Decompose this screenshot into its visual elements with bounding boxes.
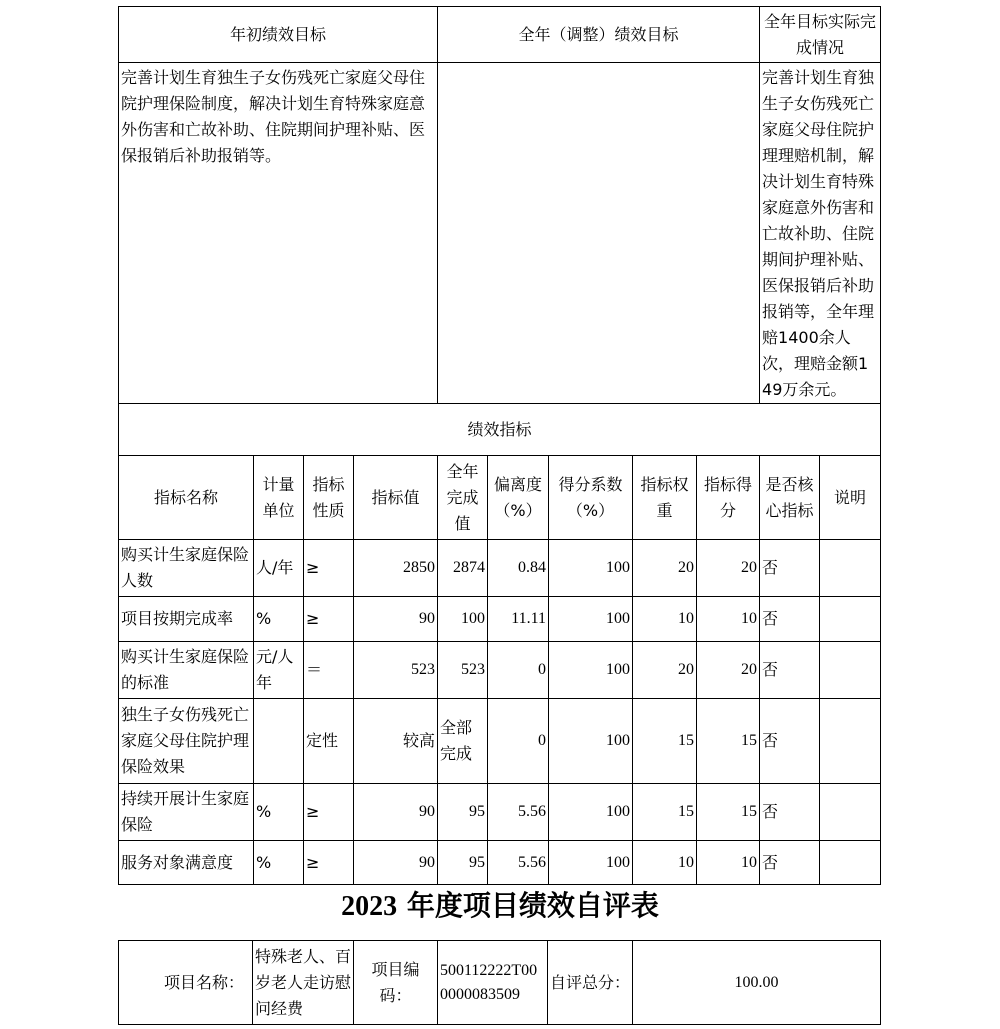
table-row (119, 699, 881, 784)
indicator-core: 否 (760, 540, 820, 597)
table-row (119, 597, 881, 642)
indicator-score: 20 (697, 540, 760, 597)
actual-completion-text: 完善计划生育独生子女伤残死亡家庭父母住院护理理赔机制，解决计划生育特殊家庭意外伤害和亡故补助、住院期间护理补贴、医保报销后补助报销等，全年理赔1400余人次，理赔金额149万余元。 (760, 63, 881, 404)
table-row (119, 642, 881, 699)
indicator-deviation: 0.84 (488, 540, 549, 597)
col-header-score: 指标得分 (697, 456, 760, 540)
col-header-weight: 指标权重 (633, 456, 697, 540)
indicator-target: 523 (354, 642, 438, 699)
indicator-note (820, 597, 881, 642)
indicator-coef: 100 (549, 784, 633, 841)
indicator-score: 20 (697, 642, 760, 699)
indicator-core: 否 (760, 841, 820, 885)
indicator-actual: 95 (438, 784, 488, 841)
indicator-name: 服务对象满意度 (119, 841, 254, 885)
indicator-coef: 100 (549, 699, 633, 784)
indicator-core: 否 (760, 784, 820, 841)
indicator-deviation: 0 (488, 642, 549, 699)
col-header-core: 是否核心指标 (760, 456, 820, 540)
project-name-label: 项目名称： (119, 941, 253, 1025)
indicator-unit (254, 699, 304, 784)
indicator-note (820, 841, 881, 885)
self-score-value: 100.00 (633, 941, 881, 1025)
indicator-target: 90 (354, 784, 438, 841)
indicator-unit: % (254, 597, 304, 642)
page-title (0, 884, 1000, 924)
indicator-unit: 人/年 (254, 540, 304, 597)
table-row (119, 841, 881, 885)
indicator-weight: 20 (633, 642, 697, 699)
indicator-score: 10 (697, 597, 760, 642)
header-adjusted-goal: 全年（调整）绩效目标 (438, 7, 760, 63)
indicator-name: 购买计生家庭保险人数 (119, 540, 254, 597)
indicator-name: 持续开展计生家庭保险 (119, 784, 254, 841)
indicator-nature: ＝ (304, 642, 354, 699)
indicator-name: 购买计生家庭保险的标准 (119, 642, 254, 699)
indicator-nature: ≥ (304, 841, 354, 885)
header-initial-goal: 年初绩效目标 (119, 7, 438, 63)
indicator-nature: ≥ (304, 784, 354, 841)
indicator-note (820, 784, 881, 841)
indicator-actual: 100 (438, 597, 488, 642)
col-header-coef: 得分系数（%） (549, 456, 633, 540)
self-score-label: 自评总分： (548, 941, 633, 1025)
indicator-actual: 2874 (438, 540, 488, 597)
indicator-deviation: 5.56 (488, 784, 549, 841)
indicator-unit: % (254, 841, 304, 885)
indicator-target: 90 (354, 597, 438, 642)
indicator-nature: ≥ (304, 540, 354, 597)
indicator-name: 独生子女伤残死亡家庭父母住院护理保险效果 (119, 699, 254, 784)
indicator-actual: 95 (438, 841, 488, 885)
indicator-score: 15 (697, 699, 760, 784)
indicator-coef: 100 (549, 540, 633, 597)
indicator-weight: 20 (633, 540, 697, 597)
title-text: 年度项目绩效自评表 (406, 889, 659, 922)
indicator-weight: 15 (633, 699, 697, 784)
indicator-deviation: 0 (488, 699, 549, 784)
col-header-unit: 计量单位 (254, 456, 304, 540)
indicator-weight: 10 (633, 597, 697, 642)
indicator-weight: 10 (633, 841, 697, 885)
indicator-weight: 15 (633, 784, 697, 841)
adjusted-goal-text (438, 63, 760, 404)
indicator-coef: 100 (549, 597, 633, 642)
indicator-core: 否 (760, 597, 820, 642)
indicator-target: 2850 (354, 540, 438, 597)
indicators-section-title: 绩效指标 (119, 404, 881, 456)
col-header-name: 指标名称 (119, 456, 254, 540)
project-info-table (118, 940, 881, 1025)
indicator-deviation: 11.11 (488, 597, 549, 642)
indicator-note (820, 642, 881, 699)
indicator-actual: 523 (438, 642, 488, 699)
initial-goal-text: 完善计划生育独生子女伤残死亡家庭父母住院护理保险制度，解决计划生育特殊家庭意外伤害和亡故补助、住院期间护理补贴、医保报销后补助报销等。 (119, 63, 438, 404)
indicator-coef: 100 (549, 841, 633, 885)
project-name-value: 特殊老人、百岁老人走访慰问经费 (253, 941, 354, 1025)
indicator-deviation: 5.56 (488, 841, 549, 885)
indicator-nature: ≥ (304, 597, 354, 642)
indicator-coef: 100 (549, 642, 633, 699)
indicator-actual: 全部完成 (438, 699, 488, 784)
indicator-unit: % (254, 784, 304, 841)
performance-table (118, 6, 881, 885)
table-row (119, 540, 881, 597)
indicator-target: 较高 (354, 699, 438, 784)
indicator-note (820, 540, 881, 597)
header-actual-completion: 全年目标实际完成情况 (760, 7, 881, 63)
indicator-nature: 定性 (304, 699, 354, 784)
col-header-nature: 指标性质 (304, 456, 354, 540)
indicator-core: 否 (760, 699, 820, 784)
title-year: 2023 (341, 891, 398, 922)
indicator-note (820, 699, 881, 784)
indicator-score: 15 (697, 784, 760, 841)
table-row (119, 784, 881, 841)
indicator-name: 项目按期完成率 (119, 597, 254, 642)
indicator-unit: 元/人年 (254, 642, 304, 699)
project-code-value: 500112222T000000083509 (438, 941, 548, 1025)
col-header-actual: 全年完成值 (438, 456, 488, 540)
indicator-score: 10 (697, 841, 760, 885)
indicator-core: 否 (760, 642, 820, 699)
col-header-deviation: 偏离度（%） (488, 456, 549, 540)
col-header-target: 指标值 (354, 456, 438, 540)
project-code-label: 项目编码： (354, 941, 438, 1025)
indicator-target: 90 (354, 841, 438, 885)
col-header-note: 说明 (820, 456, 881, 540)
